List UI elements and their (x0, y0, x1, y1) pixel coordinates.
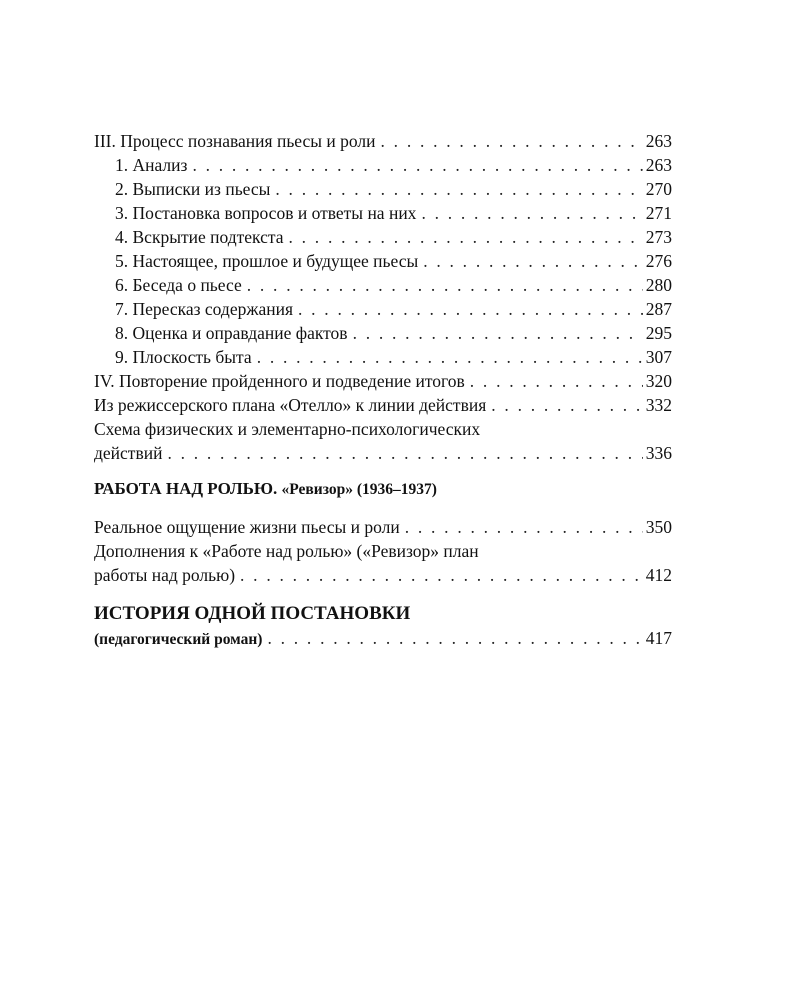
toc-entry-title: 1. Анализ (115, 155, 188, 175)
toc-entry-othello (94, 393, 672, 417)
toc-page-number: 273 (645, 227, 672, 247)
toc-entry-additions (94, 563, 672, 587)
toc-page-number: 295 (645, 323, 672, 343)
dot-leader (298, 297, 643, 321)
toc-entry-title: 8. Оценка и оправдание фактов (115, 323, 348, 343)
toc-entry-part3 (94, 129, 672, 153)
toc-entry-past-present-future (94, 249, 672, 273)
dot-leader (240, 563, 643, 587)
toc-entry-title: Из режиссерского плана «Отелло» к линии действия (94, 395, 487, 415)
toc-page-number: 276 (645, 251, 672, 271)
toc-page-number: 270 (645, 179, 672, 199)
toc-page-number: 263 (645, 155, 672, 175)
toc-entry-part4 (94, 369, 672, 393)
dot-leader (353, 321, 643, 345)
toc-entry-everyday-plane (94, 345, 672, 369)
dot-leader (247, 273, 643, 297)
dot-leader (381, 129, 643, 153)
dot-leader (257, 345, 643, 369)
toc-entry-analysis (94, 153, 672, 177)
toc-page-number: 307 (645, 347, 672, 367)
toc-page-number: 332 (645, 395, 672, 415)
dot-leader (289, 225, 643, 249)
table-of-contents (94, 129, 672, 650)
toc-entry-subtext (94, 225, 672, 249)
dot-leader (491, 393, 642, 417)
dot-leader (405, 515, 643, 539)
toc-page-number: 417 (645, 628, 672, 648)
toc-entry-title: Реальное ощущение жизни пьесы и роли (94, 517, 400, 537)
toc-entry-title: 5. Настоящее, прошлое и будущее пьесы (115, 251, 419, 271)
toc-entry-history (94, 626, 672, 650)
toc-entry-excerpts (94, 177, 672, 201)
toc-entry-title: действий (94, 443, 163, 463)
toc-page-number: 287 (645, 299, 672, 319)
dot-leader (275, 177, 642, 201)
toc-entry-title: 9. Плоскость быта (115, 347, 252, 367)
toc-entry-title: работы над ролью) (94, 565, 236, 585)
toc-page-number: 412 (645, 565, 672, 585)
toc-entry-schema-line1: Схема физических и элементарно-психологических (94, 419, 481, 439)
section-rabota (94, 477, 672, 587)
toc-entry-title: 7. Пересказ содержания (115, 299, 293, 319)
dot-leader (421, 201, 642, 225)
toc-entry-real-feeling (94, 515, 672, 539)
toc-entry-title: 6. Беседа о пьесе (115, 275, 242, 295)
toc-entry-title: IV. Повторение пройденного и подведение итогов (94, 371, 465, 391)
dot-leader (470, 369, 643, 393)
toc-entry-title: III. Процесс познавания пьесы и роли (94, 131, 376, 151)
toc-page-number: 280 (645, 275, 672, 295)
dot-leader (423, 249, 643, 273)
toc-page-number: 320 (645, 371, 672, 391)
dot-leader (167, 441, 642, 465)
toc-page-number: 271 (645, 203, 672, 223)
toc-entry-questions (94, 201, 672, 225)
toc-entry-title: (педагогический роман) (94, 631, 263, 648)
toc-entry-evaluation (94, 321, 672, 345)
section-heading-title: РАБОТА НАД РОЛЬЮ. (94, 479, 278, 498)
toc-entry-schema (94, 441, 672, 465)
dot-leader (192, 153, 642, 177)
dot-leader (267, 626, 642, 650)
toc-entry-additions-line1: Дополнения к «Работе над ролью» («Ревизор» план (94, 541, 479, 561)
toc-entry-retelling (94, 297, 672, 321)
toc-entry-title: 4. Вскрытие подтекста (115, 227, 284, 247)
section-history (94, 602, 672, 650)
toc-page-number: 350 (645, 517, 672, 537)
toc-entry-title: 3. Постановка вопросов и ответы на них (115, 203, 417, 223)
section-heading (94, 477, 672, 501)
section-heading: ИСТОРИЯ ОДНОЙ ПОСТАНОВКИ (94, 603, 411, 624)
toc-entry-title: 2. Выписки из пьесы (115, 179, 271, 199)
toc-page-number: 336 (645, 443, 672, 463)
section-heading-subtitle: «Ревизор» (1936–1937) (281, 481, 437, 498)
toc-page-number: 263 (645, 131, 672, 151)
toc-entry-conversation (94, 273, 672, 297)
